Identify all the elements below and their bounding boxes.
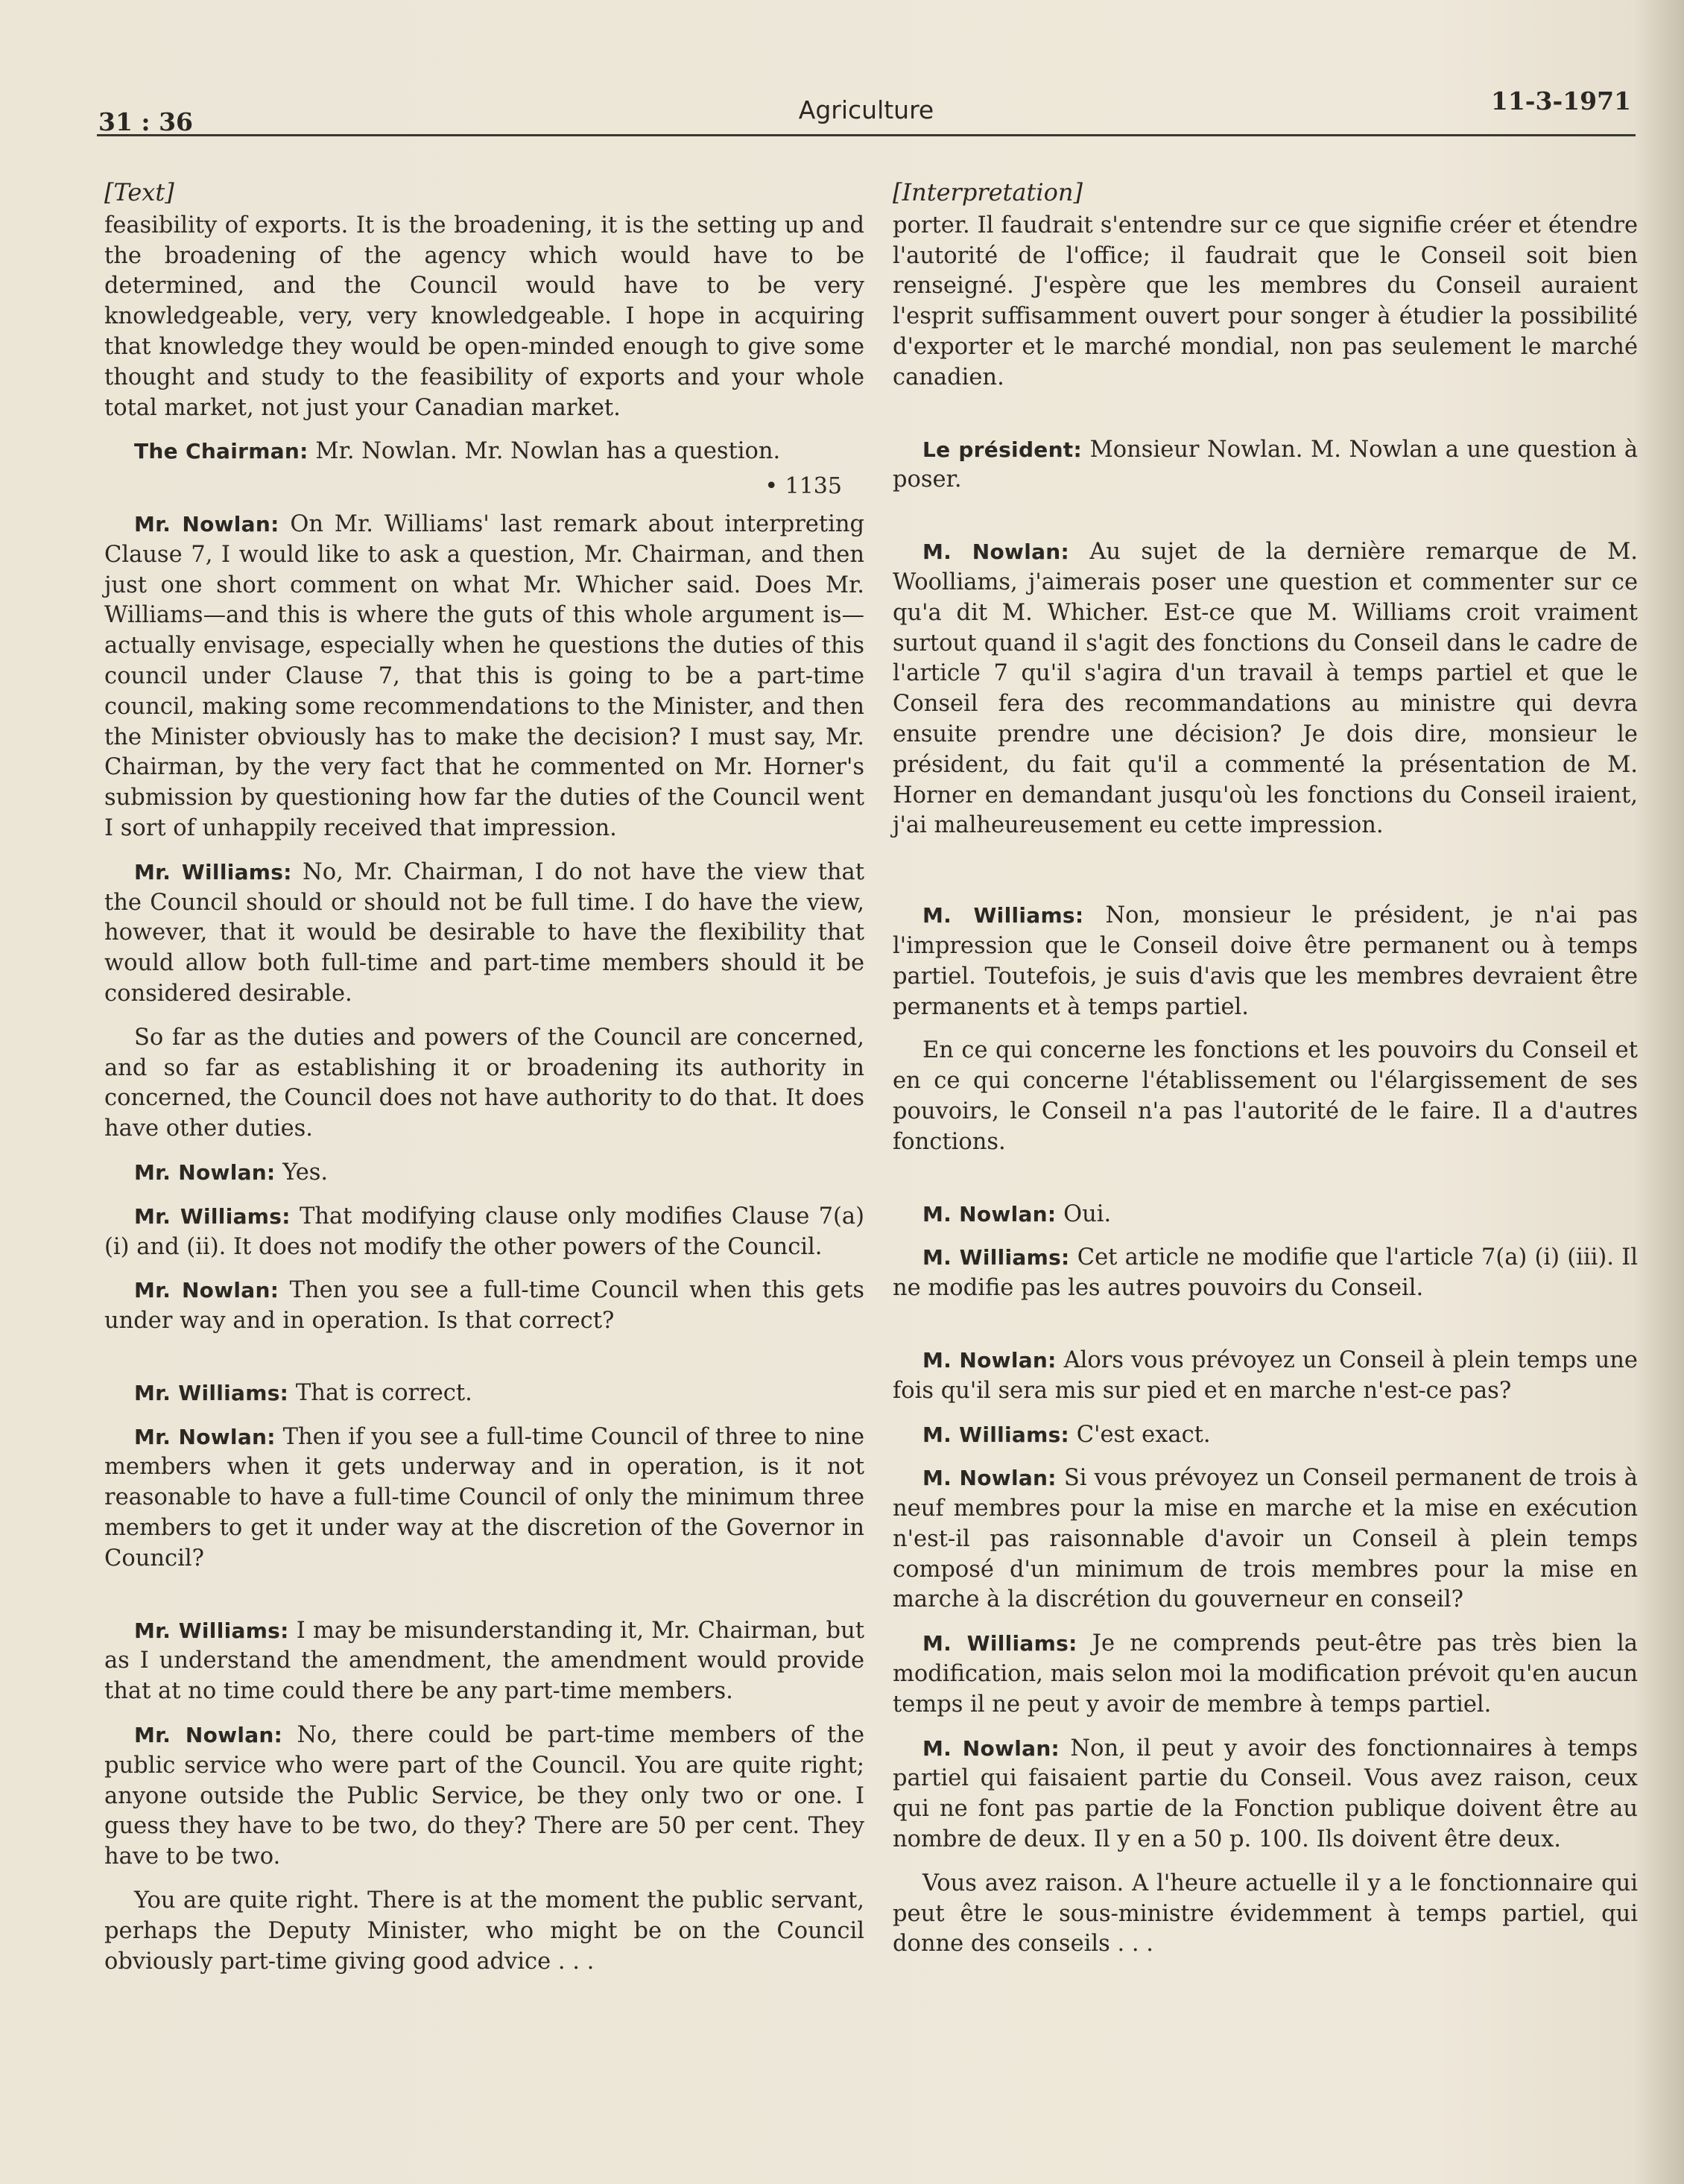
speaker-name: Mr. Nowlan: — [134, 1159, 276, 1185]
speech-text: Alors vous prévoyez un Conseil à plein temps une fois qu'il sera mis sur pied et en marche n'est-ce pas? — [893, 1346, 1638, 1404]
speaker-name: Mr. Williams: — [134, 1618, 289, 1643]
speech-text: Au sujet de la dernière remarque de M. Woolliams, j'aimerais poser une question et commenter sur ce qu'a dit M. Whicher. Est-ce que M. Williams croit vraiment surtout quand il s'agit des fonctions du Conseil dans le cadre de l'article 7 qu'il s'agira d'un travail à temps partiel et que le Conseil fera des recommandations au ministre qui devra ensuite prendre une décision? Je dois dire, monsieur le président, du fait qu'il a commenté la présentation de M. Horner en demandant jusqu'où les fonctions du Conseil iraient, j'ai malheureusement eu cette impression. — [893, 539, 1638, 839]
speaker-name: Mr. Williams: — [134, 1380, 289, 1405]
speech — [104, 1616, 864, 1707]
speaker-name: M. Williams: — [922, 1245, 1070, 1270]
speech-text: C'est exact. — [1076, 1421, 1211, 1448]
speech — [893, 1200, 1638, 1230]
column-label: [Text] — [104, 178, 174, 206]
speaker-name: Mr. Williams: — [134, 859, 292, 884]
page-date: 11-3-1971 — [1490, 86, 1631, 115]
speech — [893, 1629, 1638, 1720]
speaker-name: Mr. Nowlan: — [134, 511, 279, 536]
speaker-name: M. Nowlan: — [922, 1347, 1057, 1373]
speech — [104, 1158, 864, 1188]
speech-text: Then you see a full-time Council when this gets under way and in operation. Is that correct? — [104, 1277, 865, 1335]
speech — [893, 1243, 1638, 1304]
spacer — [893, 407, 1638, 435]
speaker-name: Mr. Nowlan: — [134, 1723, 283, 1748]
speaker-name: Le président: — [922, 437, 1082, 462]
speaker-name: M. Nowlan: — [922, 1201, 1057, 1226]
french-column — [893, 177, 1638, 1973]
speaker-name: Mr. Nowlan: — [134, 1278, 279, 1303]
speech — [104, 437, 864, 467]
speech — [893, 1734, 1638, 1855]
speech — [104, 510, 864, 844]
speaker-name: M. Williams: — [922, 1631, 1077, 1656]
speaker-name: Mr. Williams: — [134, 1203, 291, 1229]
speech — [104, 1422, 864, 1574]
page-number: 31 : 36 — [98, 107, 194, 136]
speech-text: Non, monsieur le président, je n'ai pas l'impression que le Conseil doive être permanent ou à temps partiel. Toutefois, je suis d'avis que les membres devraient être permanents et à temps partiel. — [893, 902, 1638, 1020]
page-header — [97, 82, 1636, 136]
paragraph: Vous avez raison. A l'heure actuelle il y a le fonctionnaire qui peut être le sous-ministre évidemment à temps partiel, qui donne des conseils . . . — [893, 1870, 1638, 1957]
paragraph: So far as the duties and powers of the Council are concerned, and so far as establishing it or broadening its authority in concerned, the Council does not have authority to do that. It does have other duties. — [104, 1024, 864, 1142]
spacer — [893, 1171, 1638, 1200]
speech-text: Then if you see a full-time Council of three to nine members when it gets underway and in operation, is it not reasonable to have a full-time Council of only the minimum three members to get it under way at the discretion of the Governor in Council? — [104, 1423, 864, 1571]
paragraph: feasibility of exports. It is the broadening, it is the setting up and the broadening of the agency which would have to be determined, and the Council would have to be very knowledgeable, very, very knowledgeable. I hope in acquiring that knowledge they would be open-minded enough to give some thought and study to the feasibility of exports and your whole total market, not just your Canadian market. — [104, 212, 864, 421]
speaker-name: Mr. Nowlan: — [134, 1424, 276, 1449]
paragraph: You are quite right. There is at the moment the public servant, perhaps the Deputy Minister, who might be on the Council obviously part-time giving good advice . . . — [104, 1887, 864, 1975]
speaker-name: The Chairman: — [134, 439, 308, 464]
speech-text: Cet article ne modifie que l'article 7(a) (i) (iii). Il ne modifie pas les autres pouvoirs du Conseil. — [893, 1244, 1638, 1302]
speech — [104, 858, 864, 1010]
speech — [893, 537, 1638, 841]
speech-text: Je ne comprends peut-être pas très bien la modification, mais selon moi la modification prévoit qu'en aucun temps il ne peut y avoir de membre à temps partiel. — [893, 1630, 1638, 1718]
speech — [104, 1276, 864, 1337]
speech — [893, 1346, 1638, 1407]
spacer — [893, 509, 1638, 537]
speech-text: I may be misunderstanding it, Mr. Chairman, but as I understand the amendment, the amendment would provide that at no time could there be any part-time members. — [104, 1617, 864, 1705]
spacer — [893, 855, 1638, 901]
english-column — [104, 177, 864, 1990]
speech — [893, 1420, 1638, 1451]
speech — [893, 435, 1638, 496]
speech-text: No, Mr. Chairman, I do not have the view that the Council should or should not be full time. I do have the view, however, that it would be desirable to have the flexibility that would allow both full-time and part-time members should it be considered desirable. — [104, 858, 864, 1007]
column-label: [Interpretation] — [893, 178, 1083, 206]
speech-text: Monsieur Nowlan. M. Nowlan a une question à poser. — [893, 436, 1639, 493]
speaker-name: M. Williams: — [922, 903, 1084, 928]
spacer — [104, 1350, 864, 1379]
speech — [104, 1379, 864, 1409]
speech-text: Non, il peut y avoir des fonctionnaires à temps partiel qui faisaient partie du Conseil. Vous avez raison, ceux qui ne font pas partie de la Fonction publique doivent être au nombre de deux. Il y en a 50 p. 100. Ils doivent être deux. — [893, 1735, 1638, 1853]
speech — [893, 901, 1638, 1022]
speaker-name: M. Nowlan: — [922, 1735, 1060, 1761]
speech-text: On Mr. Williams' last remark about interpreting Clause 7, I would like to ask a question, Mr. Chairman, and then just one short comment on what Mr. Whicher said. Does Mr. Williams—and this is where the guts of this whole argument is—actually envisage, especially when he questions the duties of this council under Clause 7, that this is going to be a part-time council, making some recommendations to the Minister, and then the Minister obviously has to make the decision? I must say, Mr. Chairman, by the very fact that he commented on Mr. Horner's submission by questioning how far the duties of the Council went I sort of unhappily received that impression. — [104, 510, 865, 841]
speech — [104, 1202, 864, 1263]
speech-text: Mr. Nowlan. Mr. Nowlan has a question. — [315, 438, 781, 465]
speaker-name: M. Nowlan: — [922, 539, 1070, 565]
spacer — [893, 1317, 1638, 1346]
speaker-name: M. Williams: — [922, 1422, 1070, 1447]
running-title: Agriculture — [798, 95, 934, 124]
speech-text: That modifying clause only modifies Clause 7(a)(i) and (ii). It does not modify the other powers of the Council. — [104, 1203, 864, 1260]
speech — [893, 1463, 1638, 1615]
paragraph: porter. Il faudrait s'entendre sur ce que signifie créer et étendre l'autorité de l'office; il faudrait que le Conseil soit bien renseigné. J'espère que les membres du Conseil auraient l'esprit suffisamment ouvert pour songer à étudier la possibilité d'exporter et le marché mondial, non pas seulement le marché canadien. — [893, 212, 1638, 390]
speech-text: Si vous prévoyez un Conseil permanent de trois à neuf membres pour la mise en marche et la mise en exécution n'est-il pas raisonnable d'avoir un Conseil à plein temps composé d'un minimum de trois membres pour la mise en marche à la discrétion du gouverneur en conseil? — [893, 1465, 1638, 1613]
spacer — [104, 1588, 864, 1616]
speech-text: Oui. — [1063, 1200, 1112, 1227]
speaker-name: M. Nowlan: — [922, 1466, 1057, 1491]
speech-text: No, there could be part-time members of the public service who were part of the Council. You are quite right; anyone outside the Public Service, be they only two or one. I guess they have to be two, do they? There are 50 per cent. They have to be two. — [104, 1722, 864, 1870]
paragraph: En ce qui concerne les fonctions et les pouvoirs du Conseil et en ce qui concerne l'établissement ou l'élargissement de ses pouvoirs, le Conseil n'a pas l'autorité de le faire. Il a d'autres fonctions. — [893, 1037, 1638, 1155]
speech-text: That is correct. — [295, 1379, 472, 1406]
time-marker: • 1135 — [765, 473, 842, 500]
speech-text: Yes. — [282, 1159, 329, 1186]
speech — [104, 1721, 864, 1873]
